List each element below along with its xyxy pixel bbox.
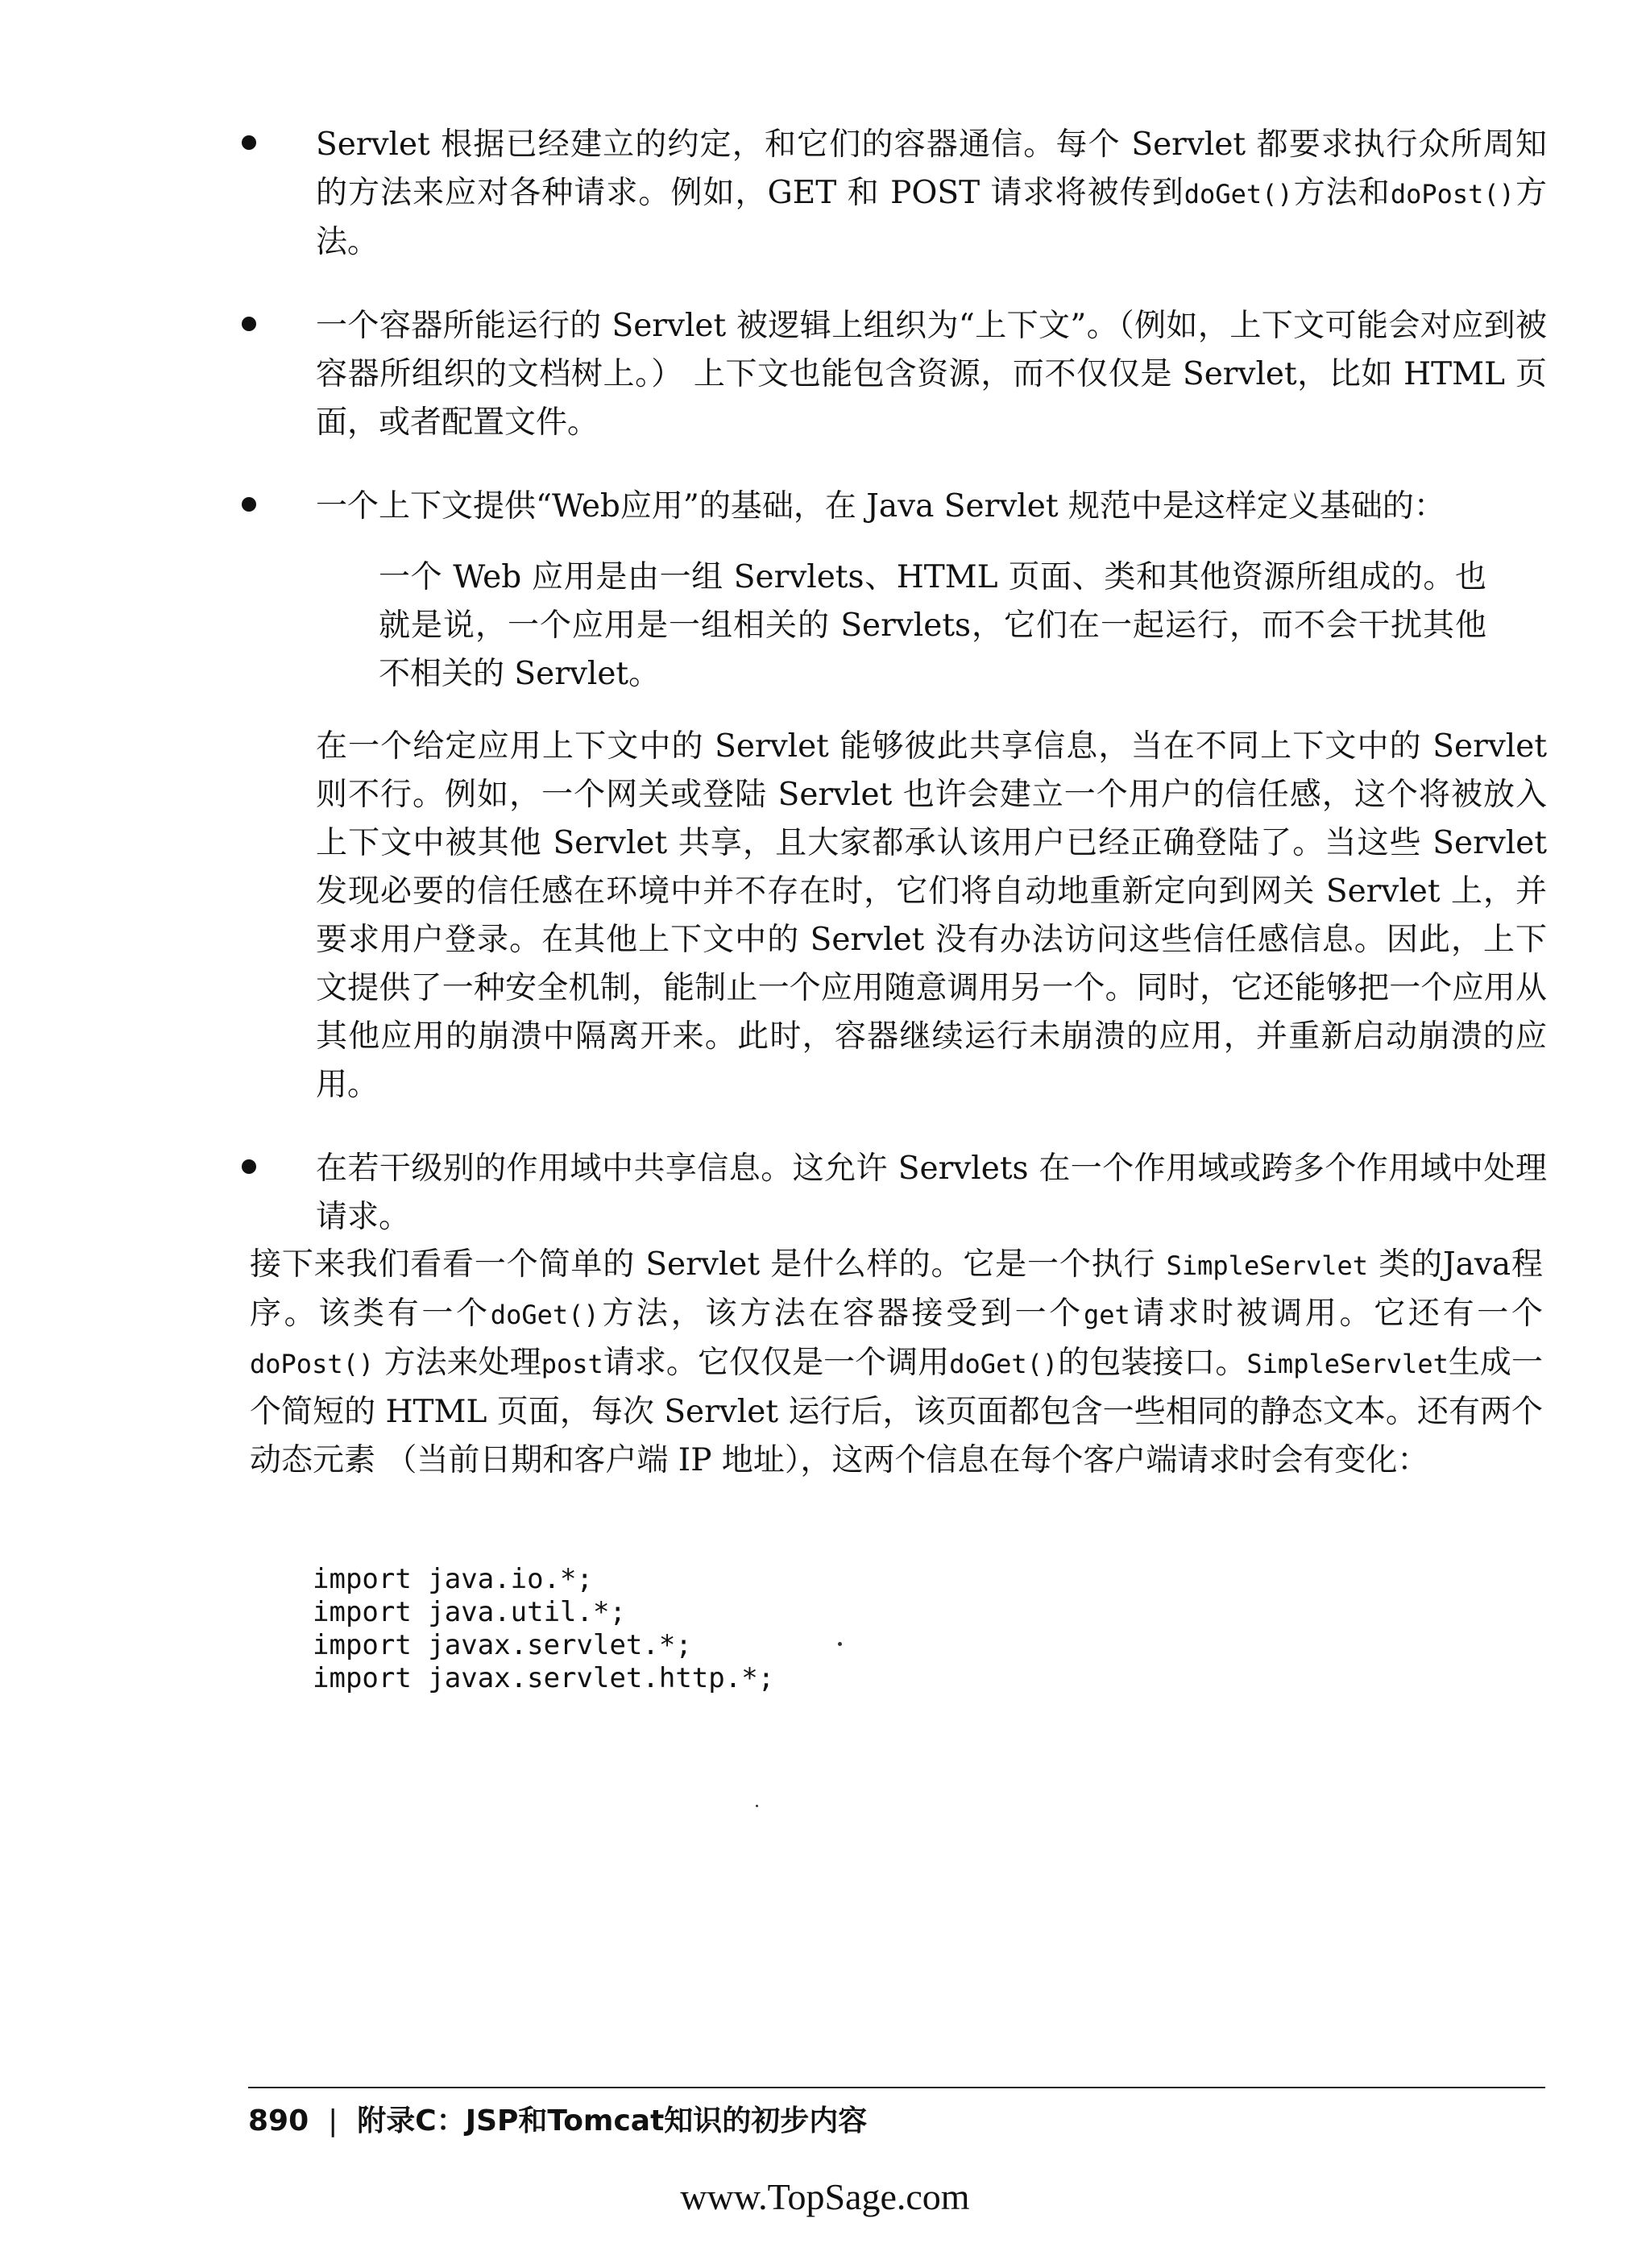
inline-code: SimpleServlet [1166,1250,1369,1281]
inline-code: doPost() [250,1349,375,1379]
text-run: 接下来我们看看一个简单的 Servlet 是什么样的。它是一个执行 [250,1246,1167,1283]
page-footer [248,2098,867,2139]
text-run: 的包装接口。 [1058,1345,1247,1381]
bullet-dot [242,497,256,512]
bullet-text-2: 一个容器所能运行的 Servlet 被逻辑上组织为“上下文”。（例如，上下文可能会对应到被容器所组织的文档树上。） 上下文也能包含资源，而不仅仅是 Servlet，比如 HTML 页面，或者配置文件。 [316,308,1547,441]
text-run: 请求。它仅仅是一个调用 [603,1345,950,1381]
code-line: import javax.servlet.http.*; [313,1662,775,1694]
bullet-item-3 [242,483,1547,1109]
inline-code: get [1083,1300,1130,1330]
bullet-list [242,121,1547,1277]
scan-speck [838,1642,842,1646]
bullet-dot [242,1159,256,1174]
text-run: Servlet 根据已经建立的约定，和它们的容器通信。每个 Servlet 都要求执行众所周知的方法来应对各种请求。例如，GET 和 POST 请求将被传到 [316,126,1547,211]
block-quote: 一个 Web 应用是由一组 Servlets、HTML 页面、类和其他资源所组成的。也就是说，一个应用是一组相关的 Servlets，它们在一起运行，而不会干扰其他不相关的 Servlet。 [379,559,1486,692]
code-line: import java.io.*; [313,1563,593,1595]
bullet-text-1 [316,121,1547,267]
inline-code: post [541,1349,603,1379]
text-run: 方法。 [316,175,1547,260]
body-paragraph [250,1241,1543,1485]
text-run: 方法和 [1292,175,1391,211]
inline-code: doGet() [1184,179,1293,209]
inline-code: SimpleServlet [1246,1349,1449,1379]
footer-separator: | [328,2104,338,2137]
bullet-continuation: 在一个给定应用上下文中的 Servlet 能够彼此共享信息，当在不同上下文中的 Servlet 则不行。例如，一个网关或登陆 Servlet 也许会建立一个用户的信任感，这个将被放入上下文中被其他 Servlet 共享，且大家都承认该用户已经正确登陆了。当这些 Servlet 发现必要的信任感在环境中并不存在时，它们将自动地重新定向到网关 Servlet 上，并要求用户登录。在其他上下文中的 Servlet 没有办法访问这些信任感信息。因此，上下文提供了一种安全机制，能制止一个应用随意调用另一个。同时，它还能够把一个应用从其他应用的崩溃中隔离开来。此时，容器继续运行未崩溃的应用，并重新启动崩溃的应用。 [316,728,1547,1103]
inline-code: doGet() [949,1349,1059,1379]
scan-speck [756,1805,758,1807]
chapter-title: 附录C：JSP和Tomcat知识的初步内容 [357,2104,868,2137]
bullet-item-1 [242,121,1547,267]
inline-code: doPost() [1390,179,1515,209]
code-line: import java.util.*; [313,1596,626,1628]
text-run: 方法，该方法在容器接受到一个 [599,1296,1084,1332]
page-number: 890 [248,2104,309,2137]
footer-rule [248,2087,1545,2088]
text-run: 类的Java程序。该类有一个 [250,1246,1543,1332]
bullet-item-2 [242,302,1547,447]
bullet-text-3: 一个上下文提供“Web应用”的基础，在 Java Servlet 规范中是这样定义基础的： [316,488,1445,525]
text-run: 方法来处理 [374,1345,541,1381]
bullet-item-4 [242,1145,1547,1242]
site-watermark: www.TopSage.com [680,2176,970,2217]
bullet-dot [242,317,256,331]
bullet-text-4: 在若干级别的作用域中共享信息。这允许 Servlets 在一个作用域或跨多个作用域中处理请求。 [316,1151,1547,1235]
inline-code: doGet() [490,1300,599,1330]
text-run: 请求时被调用。它还有一个 [1130,1296,1543,1332]
bullet-dot [242,135,256,150]
text-run: 生成一个简短的 HTML 页面，每次 Servlet 运行后，该页面都包含一些相同的静态文本。还有两个动态元素 （当前日期和客户端 IP 地址），这两个信息在每个客户端请求时会有变化： [250,1345,1543,1478]
code-block [313,1563,774,1695]
code-line: import javax.servlet.*; [313,1629,692,1661]
